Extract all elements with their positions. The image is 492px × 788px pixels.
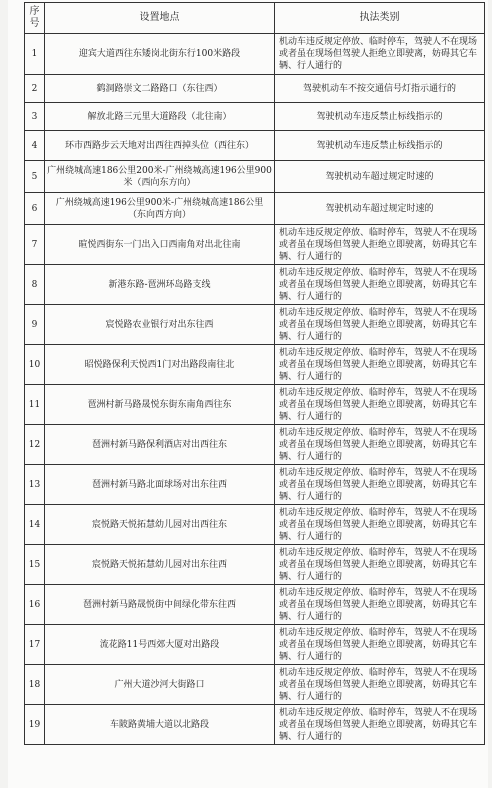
row-location: 广州绕城高速186公里200米-广州绕城高速196公里900米（西向东方向）: [45, 161, 275, 193]
row-category: 机动车违反规定停放、临时停车，驾驶人不在现场或者虽在现场但驾驶人拒绝立即驶离，妨碍其它车辆、行人通行的: [275, 665, 485, 705]
row-category: 机动车违反规定停放、临时停车，驾驶人不在现场或者虽在现场但驾驶人拒绝立即驶离，妨碍其它车辆、行人通行的: [275, 34, 485, 75]
document-sheet: [8, 0, 488, 788]
row-category: 机动车违反规定停放、临时停车，驾驶人不在现场或者虽在现场但驾驶人拒绝立即驶离，妨碍其它车辆、行人通行的: [275, 585, 485, 625]
row-category: 机动车违反规定停放、临时停车，驾驶人不在现场或者虽在现场但驾驶人拒绝立即驶离，妨碍其它车辆、行人通行的: [275, 345, 485, 385]
row-category: 机动车违反规定停放、临时停车，驾驶人不在现场或者虽在现场但驾驶人拒绝立即驶离，妨碍其它车辆、行人通行的: [275, 385, 485, 425]
row-location: 琶洲村新马路晟悦街中间绿化带东往西: [45, 585, 275, 625]
row-number: 15: [25, 545, 45, 585]
row-category: 机动车违反规定停放、临时停车，驾驶人不在现场或者虽在现场但驾驶人拒绝立即驶离，妨碍其它车辆、行人通行的: [275, 305, 485, 345]
table-row: [25, 265, 485, 305]
table-row: [25, 385, 485, 425]
table-row: [25, 131, 485, 161]
table-row: [25, 103, 485, 131]
row-location: 琶洲村新马路保利酒店对出西往东: [45, 425, 275, 465]
row-location: 新港东路-琶洲环岛路支线: [45, 265, 275, 305]
row-number: 18: [25, 665, 45, 705]
row-category: 机动车违反规定停放、临时停车，驾驶人不在现场或者虽在现场但驾驶人拒绝立即驶离，妨碍其它车辆、行人通行的: [275, 225, 485, 265]
row-number: 1: [25, 34, 45, 75]
row-number: 9: [25, 305, 45, 345]
row-category: 驾驶机动车超过规定时速的: [275, 193, 485, 225]
table-row: [25, 625, 485, 665]
row-location: 环市西路步云天地对出西往西掉头位（西往东）: [45, 131, 275, 161]
row-category: 机动车违反规定停放、临时停车，驾驶人不在现场或者虽在现场但驾驶人拒绝立即驶离，妨碍其它车辆、行人通行的: [275, 545, 485, 585]
table-row: [25, 305, 485, 345]
table-row: [25, 465, 485, 505]
table-row: [25, 665, 485, 705]
table-row: [25, 545, 485, 585]
row-number: 12: [25, 425, 45, 465]
row-number: 19: [25, 705, 45, 745]
row-number: 13: [25, 465, 45, 505]
row-location: 广州绕城高速196公里900米-广州绕城高速186公里（东向西方向）: [45, 193, 275, 225]
row-category: 驾驶机动车超过规定时速的: [275, 161, 485, 193]
row-category: 机动车违反规定停放、临时停车，驾驶人不在现场或者虽在现场但驾驶人拒绝立即驶离，妨碍其它车辆、行人通行的: [275, 625, 485, 665]
row-number: 17: [25, 625, 45, 665]
row-category: 驾驶机动车违反禁止标线指示的: [275, 103, 485, 131]
row-number: 14: [25, 505, 45, 545]
row-number: 16: [25, 585, 45, 625]
row-number: 2: [25, 75, 45, 103]
row-location: 解放北路三元里大道路段（北往南）: [45, 103, 275, 131]
row-number: 7: [25, 225, 45, 265]
row-category: 机动车违反规定停放、临时停车，驾驶人不在现场或者虽在现场但驾驶人拒绝立即驶离，妨碍其它车辆、行人通行的: [275, 465, 485, 505]
header-category: 执法类别: [275, 3, 485, 34]
header-no: 序号: [25, 3, 45, 34]
table-row: [25, 425, 485, 465]
row-location: 琶洲村新马路晟悦东街东南角西往东: [45, 385, 275, 425]
row-location: 昭悦路保利天悦西1门对出路段南往北: [45, 345, 275, 385]
row-number: 3: [25, 103, 45, 131]
header-location: 设置地点: [45, 3, 275, 34]
row-location: 宸悦路天悦拓慧幼儿园对出东往西: [45, 545, 275, 585]
table-row: [25, 75, 485, 103]
table-body: [25, 34, 485, 745]
row-category: 机动车违反规定停放、临时停车，驾驶人不在现场或者虽在现场但驾驶人拒绝立即驶离，妨碍其它车辆、行人通行的: [275, 425, 485, 465]
table-row: [25, 225, 485, 265]
row-location: 琶洲村新马路北面球场对出东往西: [45, 465, 275, 505]
row-location: 流花路11号西郊大厦对出路段: [45, 625, 275, 665]
table-row: [25, 505, 485, 545]
enforcement-table: [24, 2, 485, 745]
row-location: 广州大道沙河大街路口: [45, 665, 275, 705]
row-location: 宸悦路天悦拓慧幼儿园对出西往东: [45, 505, 275, 545]
table-row: [25, 193, 485, 225]
row-location: 宸悦路农业银行对出东往西: [45, 305, 275, 345]
row-category: 机动车违反规定停放、临时停车，驾驶人不在现场或者虽在现场但驾驶人拒绝立即驶离，妨碍其它车辆、行人通行的: [275, 505, 485, 545]
row-number: 8: [25, 265, 45, 305]
row-number: 11: [25, 385, 45, 425]
row-location: 暄悦西街东一门出入口西南角对出北往南: [45, 225, 275, 265]
table-row: [25, 161, 485, 193]
row-number: 4: [25, 131, 45, 161]
row-number: 10: [25, 345, 45, 385]
table-row: [25, 345, 485, 385]
table-row: [25, 585, 485, 625]
table-row: [25, 705, 485, 745]
row-location: 鹤洞路崇文二路路口（东往西）: [45, 75, 275, 103]
row-category: 驾驶机动车不按交通信号灯指示通行的: [275, 75, 485, 103]
row-category: 驾驶机动车违反禁止标线指示的: [275, 131, 485, 161]
row-category: 机动车违反规定停放、临时停车，驾驶人不在现场或者虽在现场但驾驶人拒绝立即驶离，妨碍其它车辆、行人通行的: [275, 705, 485, 745]
row-location: 迎宾大道西往东矮岗北街东行100米路段: [45, 34, 275, 75]
row-category: 机动车违反规定停放、临时停车，驾驶人不在现场或者虽在现场但驾驶人拒绝立即驶离，妨碍其它车辆、行人通行的: [275, 265, 485, 305]
row-number: 5: [25, 161, 45, 193]
table-header-row: [25, 3, 485, 34]
row-number: 6: [25, 193, 45, 225]
table-row: [25, 34, 485, 75]
row-location: 车陂路黄埔大道以北路段: [45, 705, 275, 745]
